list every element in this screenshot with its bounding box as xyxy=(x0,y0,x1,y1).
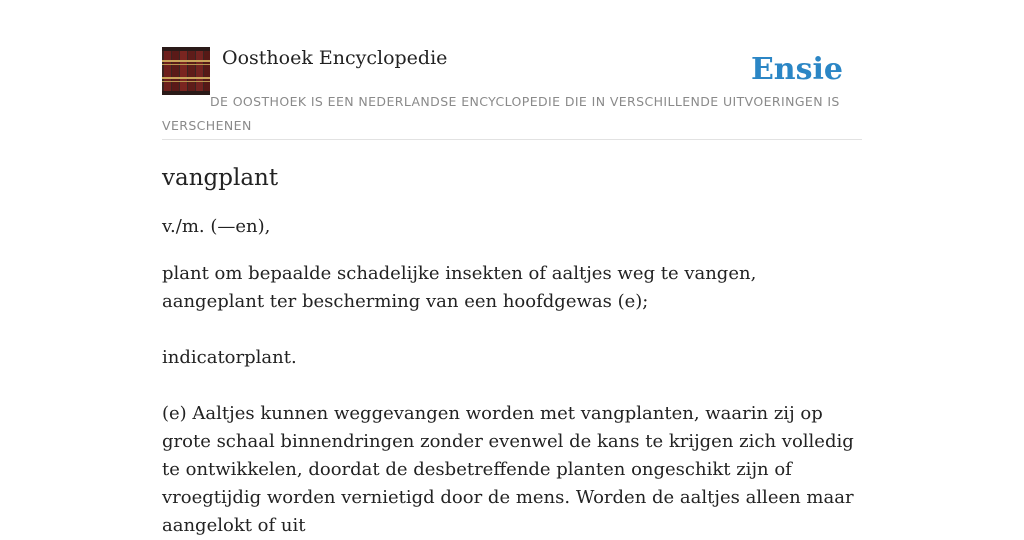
site-header xyxy=(162,46,862,140)
entry-headword: vangplant xyxy=(162,165,279,191)
entry-paragraph-explanation: (e) Aaltjes kunnen weggevangen worden met vangplanten, waarin zij op grote schaal binnendringen zonder evenwel de kans te krijgen zich volledig te ontwikkelen, doordat de desbetreffende planten ongeschikt zijn of vroegtijdig worden vernietigd door de mens. Worden de aaltjes alleen maar aangelokt of uit xyxy=(162,403,854,536)
entry-content xyxy=(162,162,862,540)
entry-grammar: v./m. (—en), xyxy=(162,216,271,237)
ensie-logo[interactable]: Ensie xyxy=(750,52,843,87)
encyclopedia-books-icon xyxy=(162,47,210,95)
site-avatar[interactable] xyxy=(162,47,210,95)
entry-paragraph-definition: plant om bepaalde schadelijke insekten of aaltjes weg te vangen, aangeplant ter bescherming van een hoofdgewas (e); xyxy=(162,263,757,312)
site-tagline: DE OOSTHOEK IS EEN NEDERLANDSE ENCYCLOPEDIE DIE IN VERSCHILLENDE UITVOERINGEN IS VERSCHENEN xyxy=(162,94,840,133)
site-title[interactable]: Oosthoek Encyclopedie xyxy=(222,47,448,69)
entry-paragraph-synonym: indicatorplant. xyxy=(162,347,297,368)
